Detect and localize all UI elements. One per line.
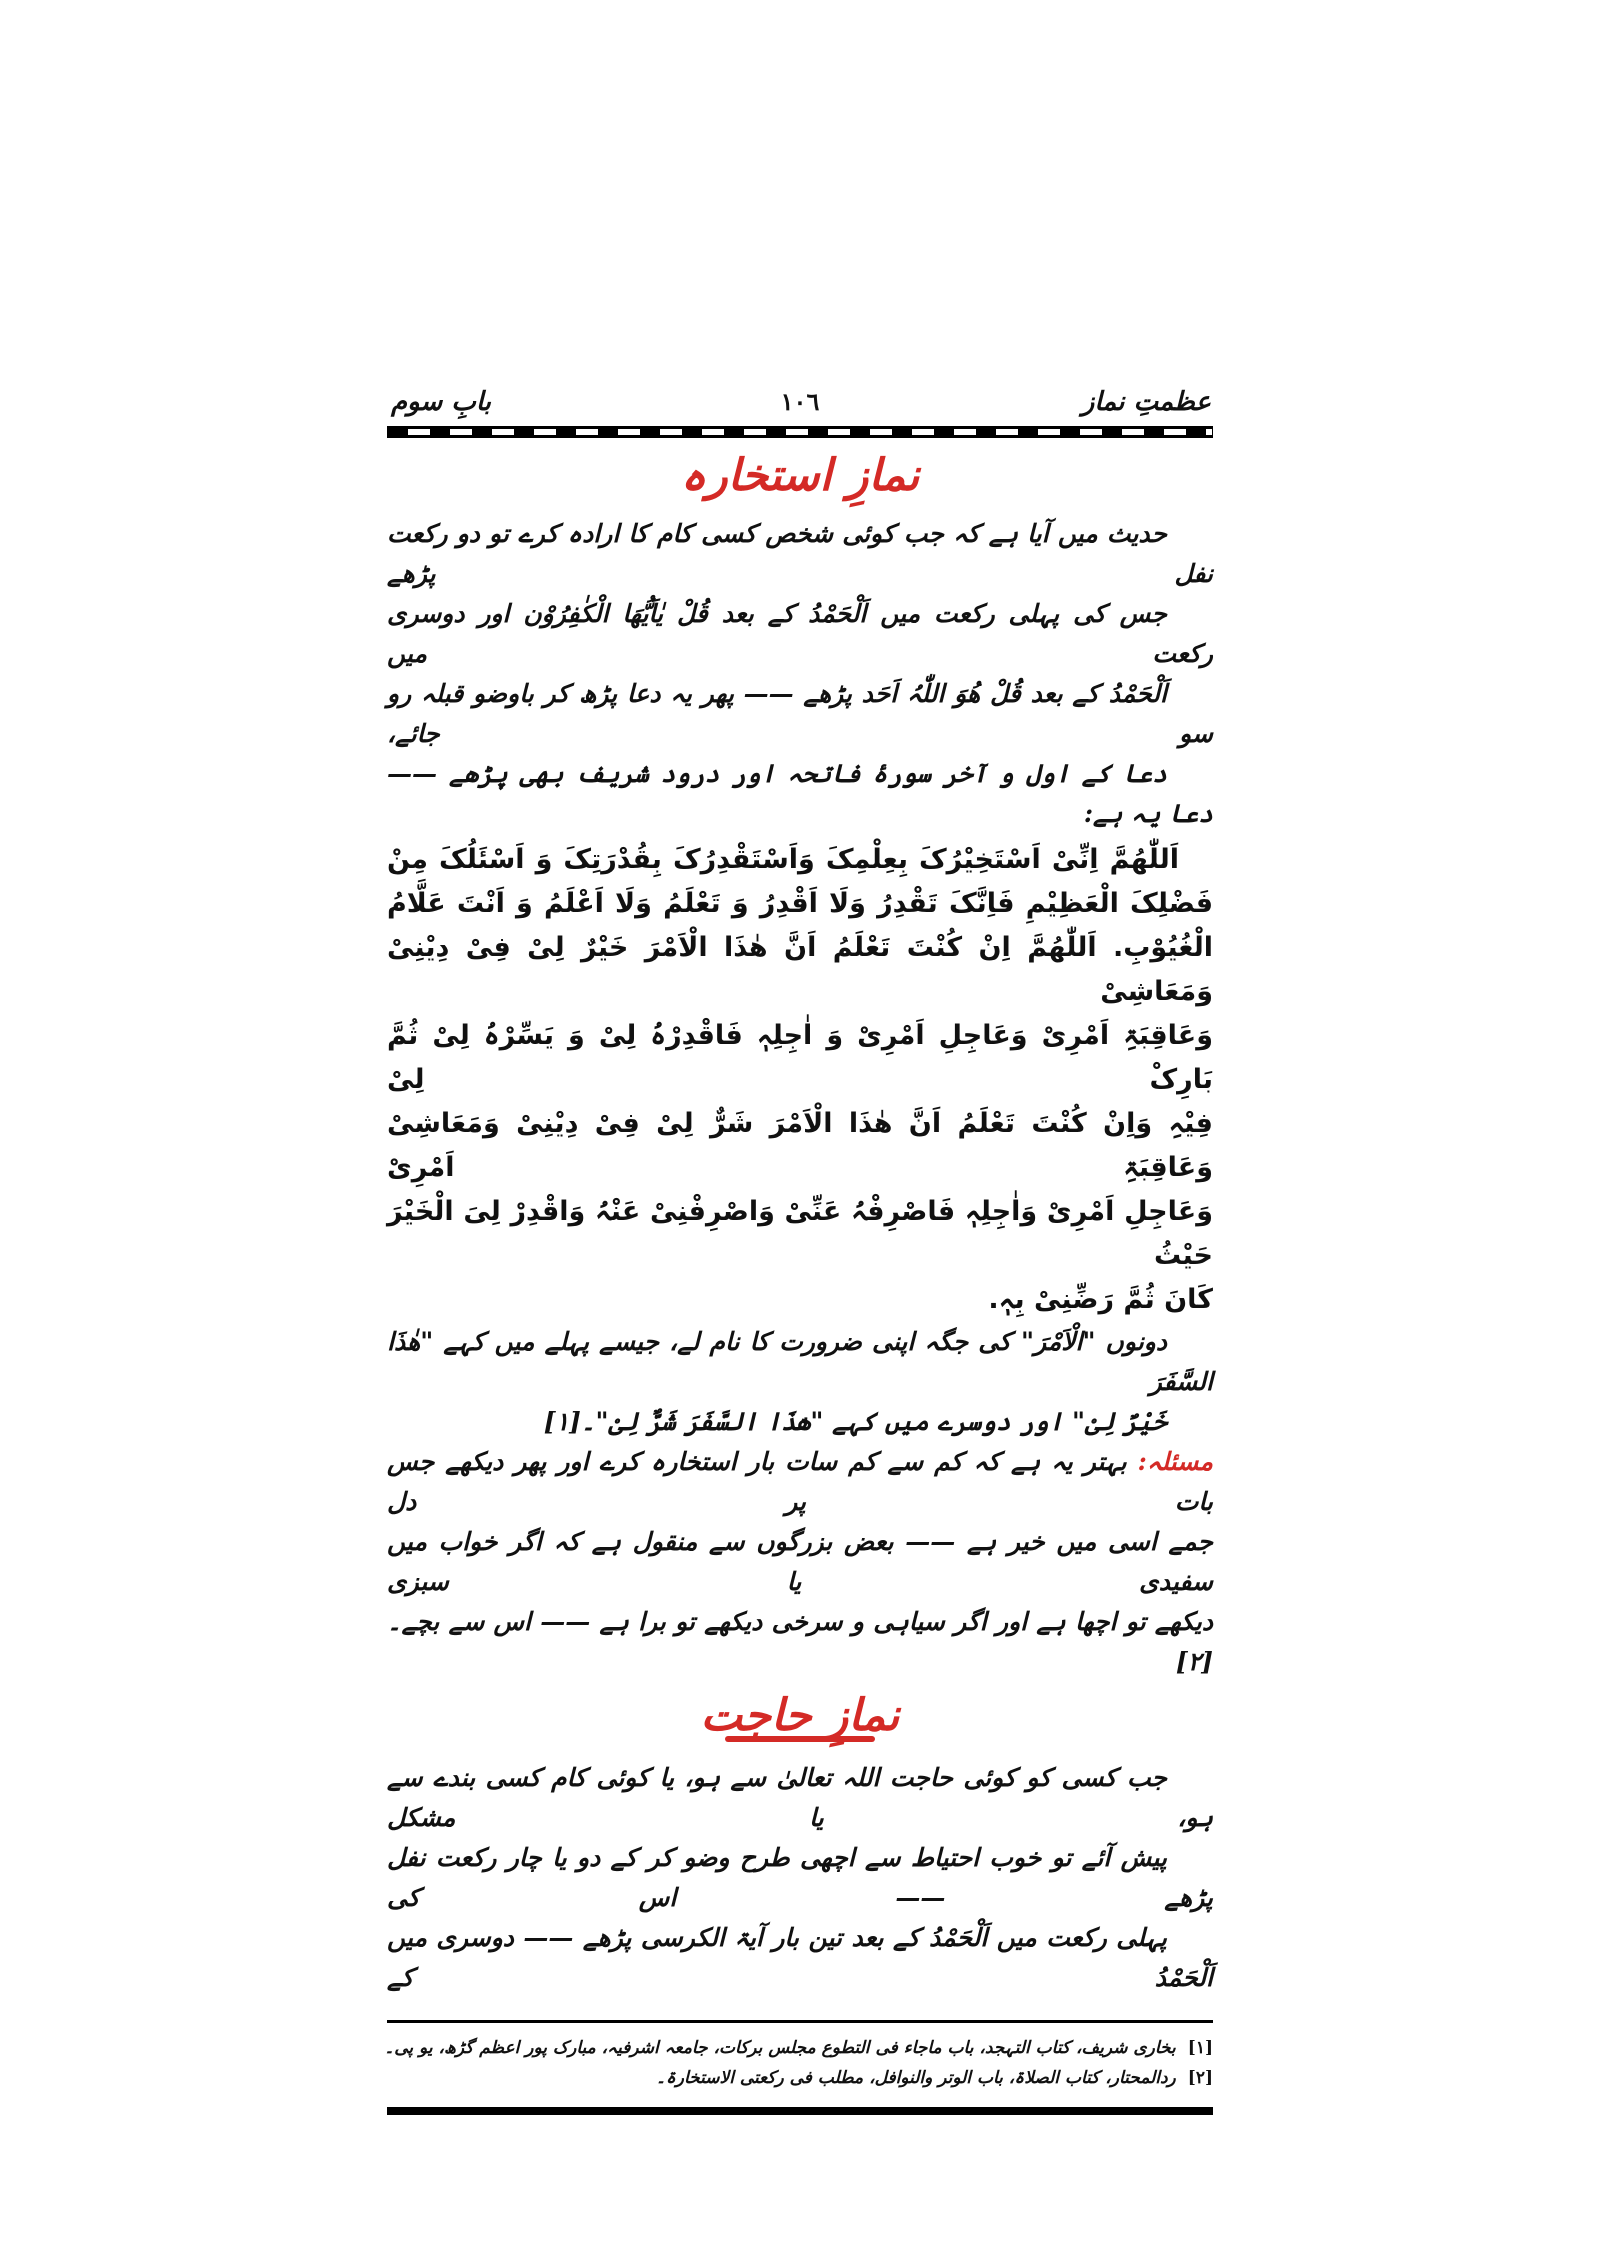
text-line: دیکھے تو اچھا ہے اور اگر سیاہی و سرخی دیکھے تو برا ہے —— اس سے بچے۔[٢] [387, 1607, 1213, 1676]
text-line: پہلی رکعت میں اَلْحَمْدُ کے بعد تین بار آیۃ الکرسی پڑھے —— دوسری میں اَلْحَمْدُ کے [387, 1923, 1213, 1992]
footnote-2 [387, 2063, 1213, 2093]
dua-line: کَانَ ثُمَّ رَضِّنِیْ بِہٖ. [988, 1284, 1213, 1315]
header-dashed-rule [387, 426, 1213, 438]
text-line: خَیْرٌ لِیْ" اور دوسرے میں کہے "ھٰذَا السَّفَرَ شَرٌّ لِیْ"۔[١] [543, 1407, 1167, 1436]
footnote-marker: [١] [1187, 2038, 1213, 2058]
footnotes [384, 2033, 1213, 2093]
footnote-1 [384, 2033, 1213, 2063]
text-line: حدیث میں آیا ہے کہ جب کوئی شخص کسی کام کا ارادہ کرے تو دو رکعت نفل پڑھے [387, 519, 1213, 588]
page-number: ١٠٦ [780, 387, 820, 416]
chapter-label: بابِ سوم [391, 387, 492, 417]
text-line: دونوں "الْاَمْرَ" کی جگہ اپنی ضرورت کا نام لے، جیسے پہلے میں کہے "ھٰذَا السَّفَرَ [387, 1327, 1213, 1396]
text-line: جب کسی کو کوئی حاجت اللہ تعالیٰ سے ہو، یا کوئی کام کسی بندے سے ہو، یا مشکل [387, 1763, 1213, 1832]
dua-line: فَضْلِکَ الْعَظِیْمِ فَاِنَّکَ تَقْدِرُ وَلَا اَقْدِرُ وَ تَعْلَمُ وَلَا اَعْلَمُ وَ اَنْتَ عَلَّامُ [387, 888, 1213, 919]
text-line: جمے اسی میں خیر ہے —— بعض بزرگوں سے منقول ہے کہ اگر خواب میں سفیدی یا سبزی [387, 1527, 1213, 1596]
text-line: اَلْحَمْدُ کے بعد قُلْ ھُوَ اللّٰہُ اَحَد پڑھے —— پھر یہ دعا پڑھ کر باوضو قبلہ رو سو جائے، [387, 679, 1213, 748]
istikhara-dua [387, 838, 1213, 1322]
istikhara-note [387, 1322, 1213, 1442]
masala-label: مسئلہ: [1137, 1447, 1213, 1476]
book-title: عظمتِ نماز [1081, 387, 1211, 417]
text-line [387, 1442, 1213, 1522]
text-line: پیش آئے تو خوب احتیاط سے اچھی طرح وضو کر کے دو یا چار رکعت نفل پڑھے —— اس کی [387, 1843, 1213, 1912]
text-line: جس کی پہلی رکعت میں اَلْحَمْدُ کے بعد قُلْ یٰاَیُّھَا الْکٰفِرُوْن اور دوسری رکعت میں [387, 599, 1213, 668]
book-page [384, 382, 1213, 2115]
hajat-paragraph [387, 1758, 1213, 1998]
masala-paragraph [387, 1442, 1213, 1682]
bottom-rule [387, 2107, 1213, 2115]
dua-line: فِیْہِ وَاِنْ کُنْتَ تَعْلَمُ اَنَّ ھٰذَا الْاَمْرَ شَرٌّ لِیْ فِیْ دِیْنِیْ وَمَعَاشِیْ وَعَاقِبَۃِ اَمْرِیْ [387, 1108, 1213, 1183]
dua-line: وَعَاقِبَۃِ اَمْرِیْ وَعَاجِلِ اَمْرِیْ وَ اٰجِلِہٖ فَاقْدِرْہُ لِیْ وَ یَسِّرْہُ لِیْ ثُمَّ بَارِکْ لِیْ [387, 1020, 1213, 1095]
masala-text: بہتر یہ ہے کہ کم سے کم سات بار استخارہ کرے اور پھر دیکھے جس بات پر دل [387, 1447, 1213, 1516]
footnote-text: بخاری شریف، کتاب التہجد، باب ماجاء فی التطوع مجلس برکات، جامعہ اشرفیہ، مبارک پور اعظم گڑھ، یو پی۔ [384, 2038, 1176, 2058]
dua-line: اَللّٰھُمَّ اِنِّیْ اَسْتَخِیْرُکَ بِعِلْمِکَ وَاَسْتَقْدِرُکَ بِقُدْرَتِکَ وَ اَسْئَلُکَ مِنْ [387, 844, 1179, 875]
dua-line: الْغُیُوْبِ. اَللّٰھُمَّ اِنْ کُنْتَ تَعْلَمُ اَنَّ ھٰذَا الْاَمْرَ خَیْرٌ لِیْ فِیْ دِیْنِیْ وَمَعَاشِیْ [387, 932, 1213, 1007]
section-title-istikhara: نمازِ استخارہ [680, 450, 920, 501]
footnote-marker: [٢] [1187, 2068, 1213, 2088]
footnotes-divider [387, 2020, 1213, 2023]
footnote-text: ردالمحتار، کتاب الصلاۃ، باب الوتر والنوافل، مطلب فی رکعتی الاستخارۃ۔ [655, 2068, 1176, 2088]
section-title-hajat: نمازِ حاجت [387, 1684, 1213, 1742]
text-line: دعا کے اول و آخر سورۂ فاتحہ اور درود شریف بھی پڑھے —— دعا یہ ہے: [387, 759, 1213, 828]
dua-line: وَعَاجِلِ اَمْرِیْ وَاٰجِلِہٖ فَاصْرِفْہُ عَنِّیْ وَاصْرِفْنِیْ عَنْہُ وَاقْدِرْ لِیَ الْخَیْرَ حَیْثُ [387, 1196, 1213, 1271]
istikhara-intro [387, 514, 1213, 834]
running-header [387, 382, 1213, 426]
